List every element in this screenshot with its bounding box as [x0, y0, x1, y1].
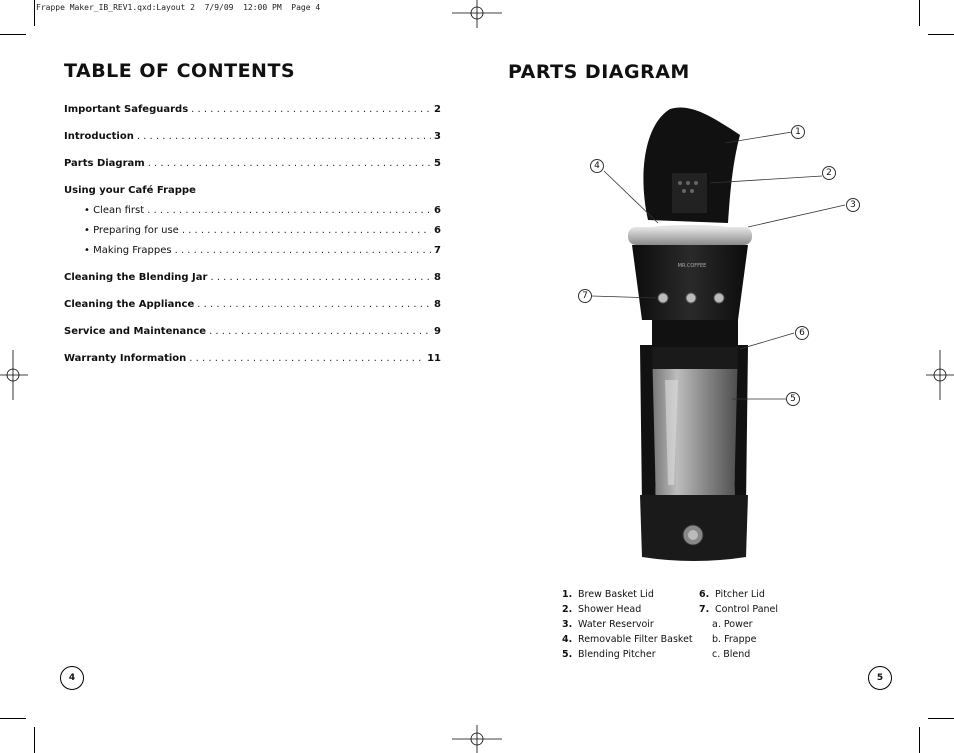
- crop-mark: [34, 727, 35, 753]
- callout-5: 5: [786, 392, 800, 406]
- toc-entry[interactable]: Important Safeguards . . . 2: [64, 104, 441, 118]
- brand-logo: MR.COFFEE: [677, 263, 707, 269]
- callout-7: 7: [578, 289, 592, 303]
- toc-entry[interactable]: Cleaning the Appliance . . . 8: [64, 299, 441, 313]
- callout-4: 4: [590, 159, 604, 173]
- registration-mark-top: [452, 0, 502, 28]
- print-slug: Frappe Maker_IB_REV1.qxd:Layout 2 7/9/09 12:00 PM Page 4: [36, 3, 321, 12]
- parts-item: 3. Water Reservoir: [562, 619, 654, 630]
- callout-6: 6: [795, 326, 809, 340]
- parts-subitem: b. Frappe: [712, 634, 757, 645]
- crop-mark: [34, 0, 35, 26]
- toc-subentry[interactable]: • Preparing for use . . . 6: [84, 225, 441, 239]
- crop-mark: [928, 718, 954, 719]
- toc-entry[interactable]: Parts Diagram . . . 5: [64, 158, 441, 172]
- parts-item: 5. Blending Pitcher: [562, 649, 656, 660]
- crop-mark: [919, 0, 920, 26]
- callout-1: 1: [791, 125, 805, 139]
- page-number-left: 4: [60, 666, 84, 690]
- crop-mark: [0, 34, 26, 35]
- parts-subitem: c. Blend: [712, 649, 751, 660]
- registration-mark-left: [0, 350, 28, 400]
- page-number-right: 5: [868, 666, 892, 690]
- callout-2: 2: [822, 166, 836, 180]
- parts-item: 7. Control Panel: [699, 604, 779, 615]
- toc-title: TABLE OF CONTENTS: [64, 60, 296, 82]
- parts-subitem: a. Power: [712, 619, 753, 630]
- toc-entry[interactable]: Warranty Information . . . 11: [64, 353, 441, 367]
- registration-mark-bottom: [452, 725, 502, 753]
- toc-entry[interactable]: Service and Maintenance . . . 9: [64, 326, 441, 340]
- parts-item: 6. Pitcher Lid: [699, 589, 765, 600]
- parts-list-right: [699, 587, 778, 662]
- crop-mark: [0, 718, 26, 719]
- toc-subentry[interactable]: • Making Frappes . . . 7: [84, 245, 441, 259]
- coffee-maker-illustration: [560, 95, 860, 575]
- parts-item: 1. Brew Basket Lid: [562, 589, 654, 600]
- toc-subentry[interactable]: • Clean first . . . 6: [84, 205, 441, 219]
- parts-list-left: [562, 587, 693, 662]
- parts-diagram-title: PARTS DIAGRAM: [508, 61, 690, 83]
- crop-mark: [928, 34, 954, 35]
- callout-3: 3: [846, 198, 860, 212]
- registration-mark-right: [926, 350, 954, 400]
- toc-entry[interactable]: Introduction . . . 3: [64, 131, 441, 145]
- parts-item: 4. Removable Filter Basket: [562, 634, 693, 645]
- toc-entry[interactable]: Cleaning the Blending Jar . . . 8: [64, 272, 441, 286]
- crop-mark: [919, 727, 920, 753]
- parts-item: 2. Shower Head: [562, 604, 642, 615]
- toc-section-heading: Using your Café Frappe: [64, 185, 196, 196]
